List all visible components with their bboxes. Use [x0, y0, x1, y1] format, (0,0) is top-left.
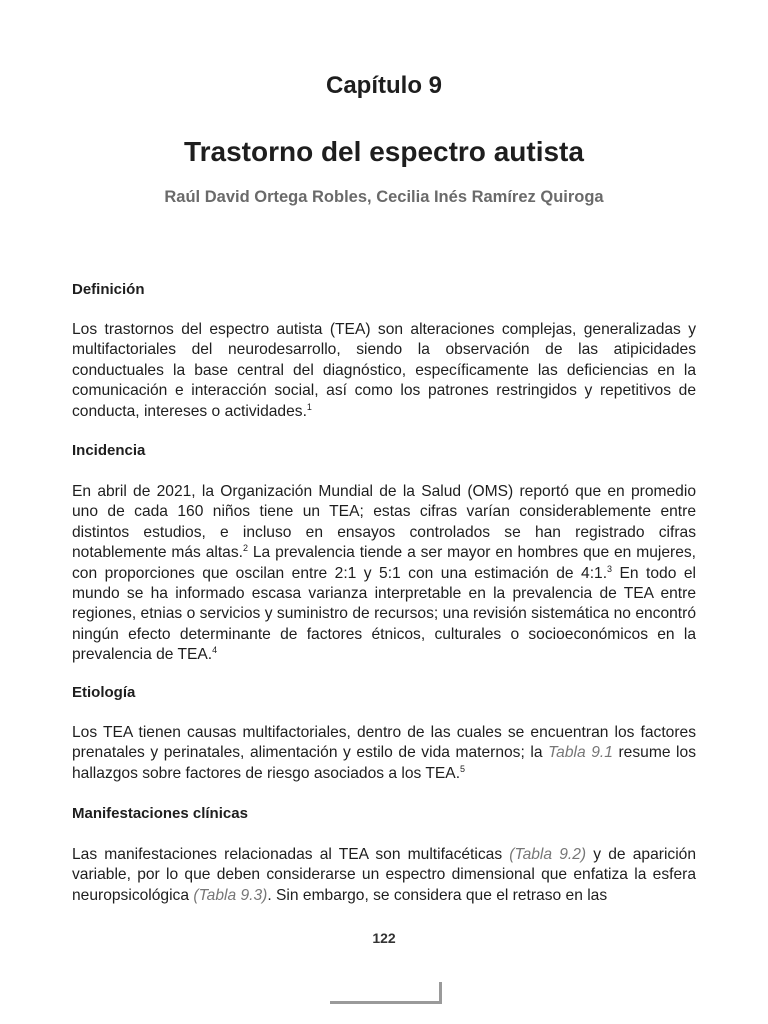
section-heading-definicion: Definición: [72, 281, 145, 298]
footnote-ref: 4: [212, 645, 218, 656]
paragraph-manifestaciones: [72, 845, 696, 906]
chapter-title: Trastorno del espectro autista: [184, 136, 584, 167]
manifestaciones-text-1: Las manifestaciones relacionadas al TEA son multifacéticas: [72, 846, 510, 863]
section-heading-incidencia: Incidencia: [72, 442, 146, 459]
section-heading-etiologia: Etiología: [72, 684, 136, 701]
incidencia-text-1: En abril de 2021, la Organización Mundial de la Salud (OMS) reportó que en promedio uno de cada 160 niños tiene un TEA; estas cifras varían considerablemente entre distintos estudios, e incluso en ensayos controlados se han registrado cifras notablemente más altas.: [72, 483, 696, 562]
incidencia-text-2: La prevalencia tiende a ser mayor en hombres que en mujeres, con proporciones que oscilan entre 2:1 y 5:1 con una estimación de 4:1.: [72, 544, 696, 582]
manifestaciones-text-2: y de aparición variable, por lo que deben considerarse un espectro dimensional que enfatiza la esfera neuropsicológica: [72, 846, 697, 904]
chapter-authors: Raúl David Ortega Robles, Cecilia Inés Ramírez Quiroga: [164, 188, 604, 206]
table-reference: (Tabla 9.2): [509, 846, 587, 863]
page-corner-tab: [330, 982, 442, 1004]
footnote-ref: 3: [607, 563, 613, 574]
incidencia-text-3: En todo el mundo se ha informado escasa varianza interpretable en la prevalencia de TEA entre regiones, etnias o servicios y suministro de recursos; una revisión sistemática no encontró ningún efecto determinante de factores étnicos, culturales o socioeconómicos en la prevalencia de TEA.: [72, 564, 696, 664]
etiologia-text-1: Los TEA tienen causas multifactoriales, dentro de las cuales se encuentran los factores prenatales y perinatales, alimentación y estilo de vida maternos; la: [72, 724, 696, 762]
paragraph-definicion: [72, 320, 696, 422]
paragraph-etiologia: [72, 723, 696, 784]
section-heading-manifestaciones: Manifestaciones clínicas: [72, 805, 248, 822]
manifestaciones-text-3: . Sin embargo, se considera que el retraso en las: [267, 886, 608, 904]
etiologia-text-2: resume los hallazgos sobre factores de riesgo asociados a los TEA.: [72, 744, 696, 782]
paragraph-incidencia: [72, 482, 696, 666]
definicion-text: Los trastornos del espectro autista (TEA) son alteraciones complejas, generalizadas y multifactoriales del neurodesarrollo, siendo la observación de las atipicidades conductuales la base central del diagnóstico, específicamente las deficiencias en la comunicación e interacción social, así como los patrones restringidos y repetitivos de conducta, intereses o actividades.: [72, 321, 696, 420]
table-reference: Tabla 9.1: [548, 744, 613, 762]
chapter-label: Capítulo 9: [325, 72, 442, 99]
page-number: 122: [372, 930, 396, 946]
footnote-ref: 2: [242, 543, 248, 554]
table-reference: (Tabla 9.3): [193, 886, 268, 904]
footnote-ref: 5: [460, 763, 466, 774]
footnote-ref: 1: [306, 401, 312, 412]
